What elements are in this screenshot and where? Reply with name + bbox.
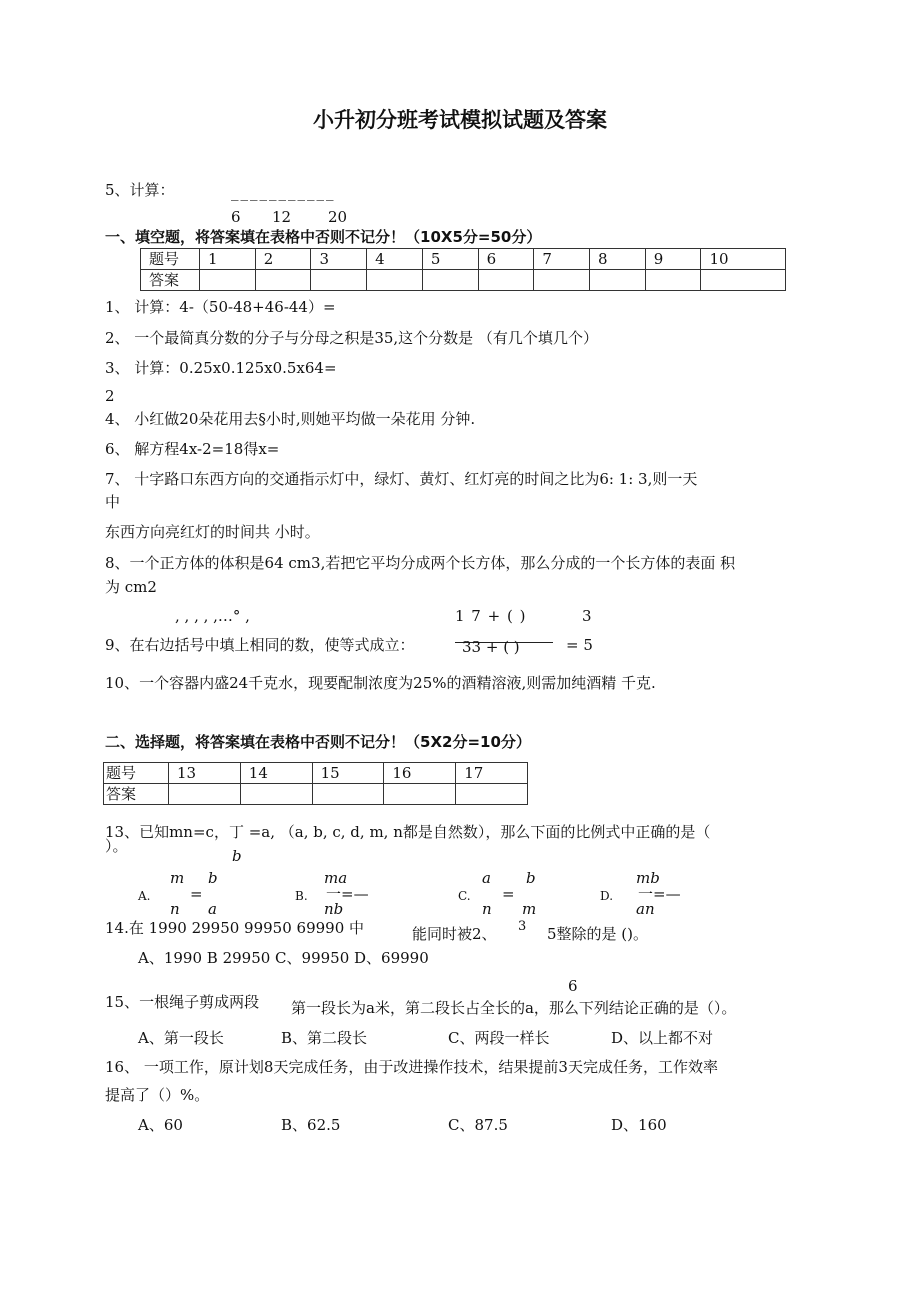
option-c-numerator: a: [482, 869, 491, 887]
q5-dashes: ___________: [231, 183, 336, 201]
question-14-options: A、1990 B 29950 C、99950 D、69990: [138, 949, 429, 967]
question-13-b: b: [232, 847, 242, 865]
question-7-line2: 中: [105, 493, 121, 511]
question-9-numerator: 1 7 + ( ): [455, 607, 527, 625]
option-a-numerator-2: b: [208, 869, 218, 887]
section1-answer-table: [140, 248, 786, 291]
table-header-cell: 4: [367, 249, 423, 270]
q5-denom-3: 20: [328, 208, 348, 226]
answer-cell-17[interactable]: [456, 784, 528, 805]
question-15-top: 6: [568, 977, 578, 995]
question-13-line2: ）。: [105, 837, 128, 855]
question-9-marks: , , , , ,…° ,: [175, 607, 250, 625]
table-header-cell: 10: [701, 249, 786, 270]
question-15-text: 15、一根绳子剪成两段: [105, 993, 260, 1011]
question-3: 3、 计算：0.25x0.125x0.5x64=: [105, 359, 337, 377]
answer-cell-1[interactable]: [200, 270, 256, 291]
answer-cell-13[interactable]: [169, 784, 241, 805]
answer-cell-6[interactable]: [478, 270, 534, 291]
q5-denom-2: 12: [272, 208, 292, 226]
table-header-cell: 3: [311, 249, 367, 270]
question-1: 1、 计算：4-（50-48+46-44）=: [105, 298, 336, 316]
option-c-denominator-2: m: [522, 900, 537, 918]
answer-row-label: 答案: [141, 270, 200, 291]
question-2: 2、 一个最简真分数的分子与分母之积是35,这个分数是 （有几个填几个）: [105, 329, 598, 347]
option-b-label: B.: [295, 889, 308, 903]
table-header-cell: 1: [200, 249, 256, 270]
question-16-option-b: B、62.5: [281, 1116, 341, 1134]
question-16-option-c: C、87.5: [448, 1116, 508, 1134]
question-16-option-d: D、160: [611, 1116, 667, 1134]
answer-row-label: 答案: [104, 784, 169, 805]
answer-cell-8[interactable]: [590, 270, 646, 291]
table-header-cell: 13: [169, 763, 241, 784]
table-header-cell: 16: [384, 763, 456, 784]
table-row: [141, 249, 786, 270]
table-header-cell: 17: [456, 763, 528, 784]
section1-heading: 一、填空题，将答案填在表格中否则不记分！（10X5分=50分）: [105, 228, 542, 246]
option-b-equals: 一=—: [326, 885, 369, 903]
answer-cell-16[interactable]: [384, 784, 456, 805]
table-header-cell: 题号: [104, 763, 169, 784]
question-14-text-2: 能同时被2、: [412, 925, 497, 943]
question-9-numerator-right: 3: [582, 607, 592, 625]
answer-cell-10[interactable]: [701, 270, 786, 291]
answer-cell-15[interactable]: [312, 784, 384, 805]
question-16-line2: 提高了（）%。: [105, 1086, 210, 1104]
question-15-option-b: B、第二段长: [281, 1029, 368, 1047]
question-4: 4、 小红做20朵花用去§小时,则她平均做一朵花用 分钟.: [105, 410, 476, 428]
section2-answer-table: [103, 762, 528, 805]
table-header-cell: 5: [422, 249, 478, 270]
question-15-option-a: A、第一段长: [138, 1029, 224, 1047]
table-row: [141, 270, 786, 291]
option-a-label: A.: [138, 889, 151, 903]
option-d-numerator: mb: [636, 869, 660, 887]
option-d-denominator: an: [636, 900, 655, 918]
table-header-cell: 6: [478, 249, 534, 270]
table-header-cell: 7: [534, 249, 590, 270]
question-16-option-a: A、60: [138, 1116, 183, 1134]
table-row: [104, 784, 528, 805]
answer-cell-7[interactable]: [534, 270, 590, 291]
q5-label: 5、计算：: [105, 181, 175, 199]
option-c-label: C.: [458, 889, 471, 903]
question-15-text-2: 第一段长为a米，第二段长占全长的a，那么下列结论正确的是（）。: [291, 999, 737, 1017]
question-13-line1: 13、已知mn=c，丁 =a, （a, b, c, d, m, n都是自然数），那么下面的比例式中正确的是（: [105, 823, 711, 841]
answer-cell-5[interactable]: [422, 270, 478, 291]
option-a-equals: =: [190, 885, 203, 903]
question-15-option-d: D、以上都不对: [611, 1029, 714, 1047]
answer-cell-14[interactable]: [240, 784, 312, 805]
option-c-numerator-2: b: [526, 869, 536, 887]
q5-denom-1: 6: [231, 208, 241, 226]
question-10: 10、一个容器内盛24千克水，现要配制浓度为25%的酒精溶液,则需加纯酒精 千克.: [105, 674, 656, 692]
question-14-text-3: 5整除的是 ()。: [547, 925, 649, 943]
question-7-line1: 7、 十字路口东西方向的交通指示灯中，绿灯、黄灯、红灯亮的时间之比为6: 1: 3,则一天: [105, 470, 698, 488]
question-8-line1: 8、一个正方体的体积是64 cm3,若把它平均分成两个长方体，那么分成的一个长方体的表面 积: [105, 554, 736, 572]
option-a-denominator-2: a: [208, 900, 217, 918]
table-header-cell: 9: [645, 249, 701, 270]
question-15-option-c: C、两段一样长: [448, 1029, 550, 1047]
section2-heading: 二、选择题，将答案填在表格中否则不记分！（5X2分=10分）: [105, 733, 531, 751]
question-9-equals: = 5: [566, 636, 593, 654]
option-d-equals: 一=—: [638, 885, 681, 903]
question-6: 6、 解方程4x-2=18得x=: [105, 440, 280, 458]
question-14-text: 14.在 1990 29950 99950 69990 中: [105, 919, 365, 937]
table-header-cell: 15: [312, 763, 384, 784]
question-9-text: 9、在右边括号中填上相同的数，使等式成立：: [105, 636, 415, 654]
page-title: 小升初分班考试模拟试题及答案: [313, 108, 607, 132]
question-16-line1: 16、 一项工作，原计划8天完成任务，由于改进操作技术，结果提前3天完成任务，工作效率: [105, 1058, 718, 1076]
table-header-cell: 题号: [141, 249, 200, 270]
answer-cell-9[interactable]: [645, 270, 701, 291]
table-header-cell: 14: [240, 763, 312, 784]
answer-cell-2[interactable]: [255, 270, 311, 291]
option-d-label: D.: [600, 889, 614, 903]
question-3-continued: 2: [105, 387, 115, 405]
question-9-denominator: 33 + ( ): [462, 638, 520, 656]
answer-cell-4[interactable]: [367, 270, 423, 291]
question-8-line2: 为 cm2: [105, 578, 157, 596]
option-b-numerator: ma: [324, 869, 348, 887]
answer-cell-3[interactable]: [311, 270, 367, 291]
option-a-numerator: m: [170, 869, 185, 887]
question-7-line3: 东西方向亮红灯的时间共 小时。: [105, 523, 320, 541]
table-header-cell: 2: [255, 249, 311, 270]
option-c-equals: =: [502, 885, 515, 903]
question-14-small-3: 3: [518, 919, 527, 934]
table-header-cell: 8: [590, 249, 646, 270]
table-row: [104, 763, 528, 784]
option-b-denominator: nb: [324, 900, 344, 918]
option-a-denominator: n: [170, 900, 180, 918]
option-c-denominator: n: [482, 900, 492, 918]
